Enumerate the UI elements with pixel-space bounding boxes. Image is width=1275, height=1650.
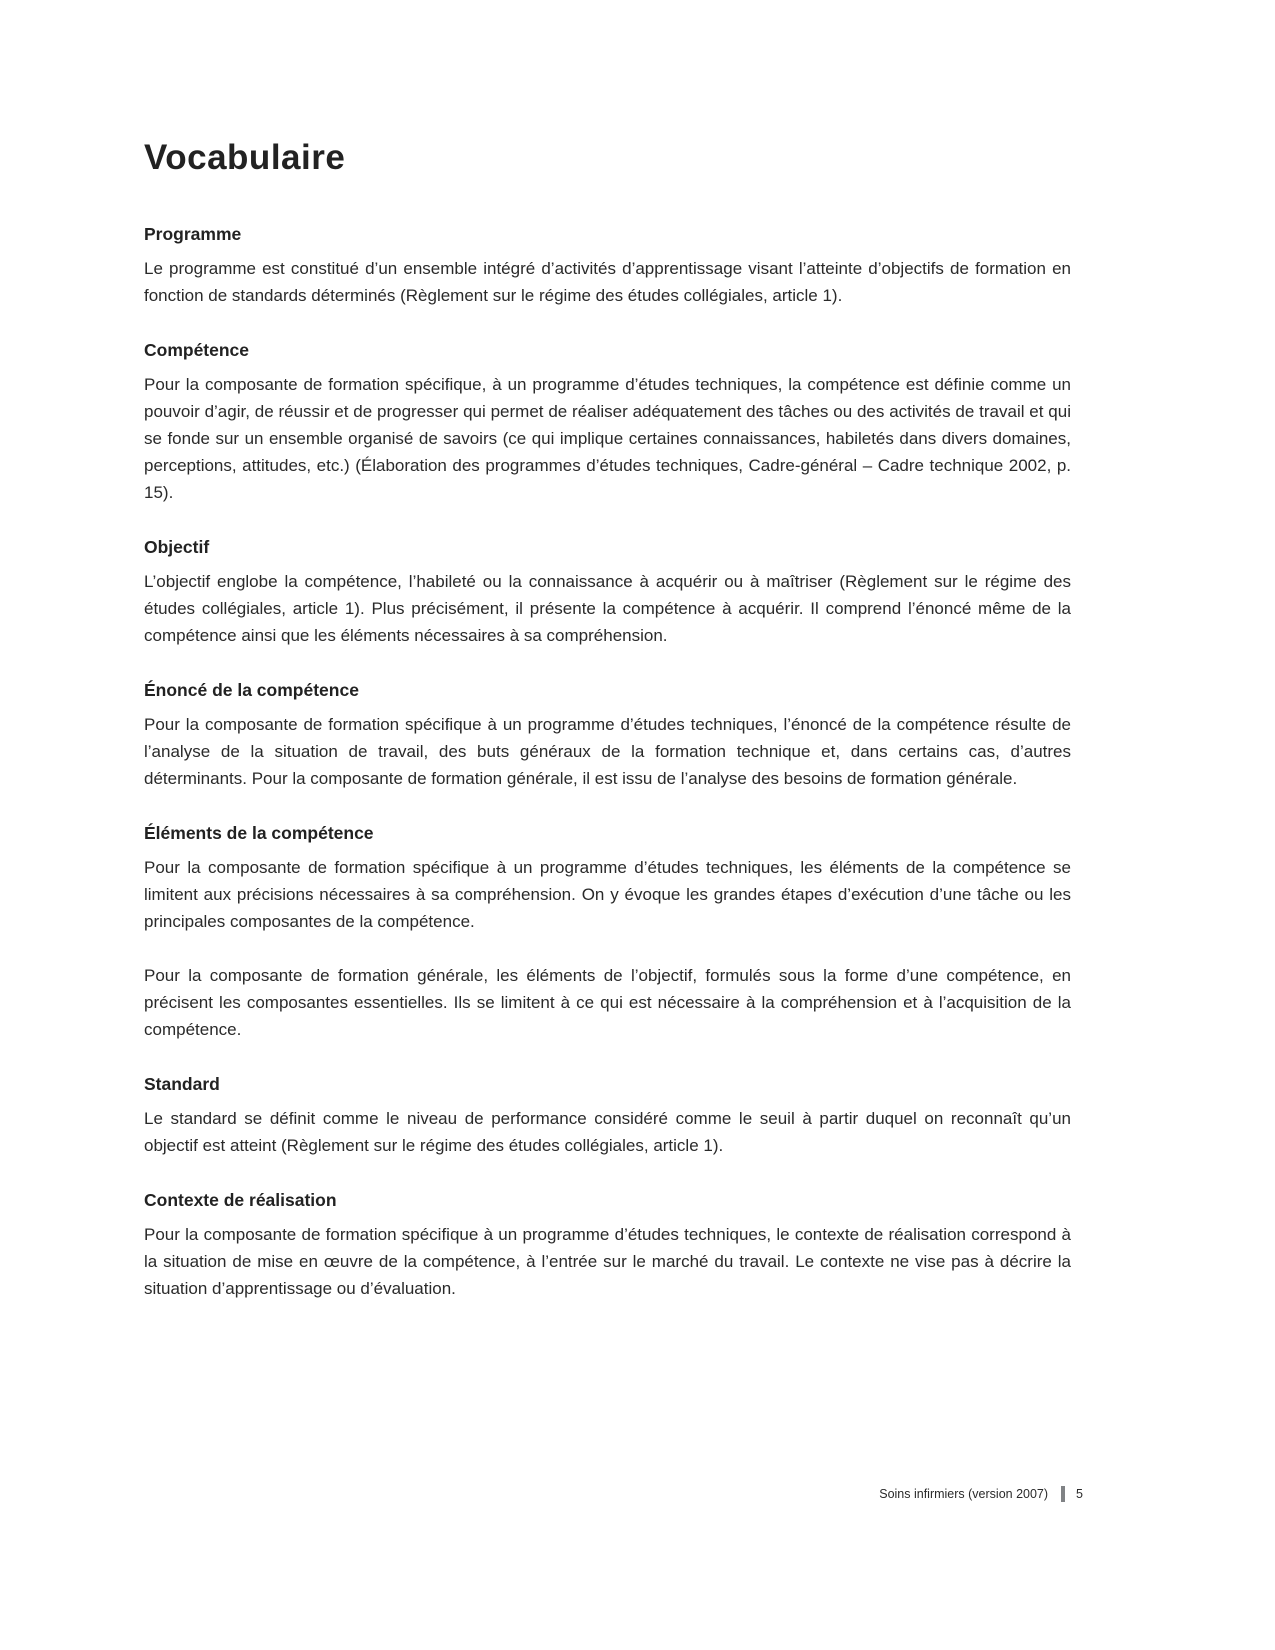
section-paragraph: Pour la composante de formation spécifique à un programme d’études techniques, le contexte de réalisation correspond à la situation de mise en œuvre de la compétence, à l’entrée sur le marché du travail. Le contexte ne vise pas à décrire la situation d’apprentissage ou d’évaluation. [144,1225,1071,1298]
section-paragraph: Le standard se définit comme le niveau de performance considéré comme le seuil à partir duquel on reconnaît qu’un objectif est atteint (Règlement sur le régime des études collégiales, article 1). [144,1109,1071,1155]
section-elements-de-la-competence [144,823,1071,1043]
section-enonce-de-la-competence [144,680,1071,792]
section-programme [144,224,1071,309]
document-content [144,138,1071,1302]
footer-document-title: Soins infirmiers (version 2007) [879,1487,1049,1501]
section-contexte-de-realisation [144,1190,1071,1302]
section-paragraph: L’objectif englobe la compétence, l’habileté ou la connaissance à acquérir ou à maîtriser (Règlement sur le régime des études collégiales, article 1). Plus précisément, il présente la compétence à acquérir. Il comprend l’énoncé même de la compétence ainsi que les éléments nécessaires à sa compréhension. [144,572,1071,645]
page-title: Vocabulaire [144,138,346,177]
footer-divider-bar [1061,1486,1065,1502]
section-competence [144,340,1071,506]
section-heading-standard: Standard [144,1074,220,1094]
page-footer [0,1486,1083,1502]
section-paragraph: Pour la composante de formation spécifique à un programme d’études techniques, l’énoncé de la compétence résulte de l’analyse de la situation de travail, des buts généraux de la formation technique et, dans certains cas, d’autres déterminants. Pour la composante de formation générale, il est issu de l’analyse des besoins de formation générale. [144,715,1071,788]
section-heading-programme: Programme [144,224,242,244]
section-heading-objectif: Objectif [144,537,210,557]
section-heading-competence: Compétence [144,340,250,360]
section-paragraph: Pour la composante de formation spécifique, à un programme d’études techniques, la compétence est définie comme un pouvoir d’agir, de réussir et de progresser qui permet de réaliser adéquatement des tâches ou des activités de travail et qui se fonde sur un ensemble organisé de savoirs (ce qui implique certaines connaissances, habiletés dans divers domaines, perceptions, attitudes, etc.) (Élaboration des programmes d’études techniques, Cadre-général – Cadre technique 2002, p. 15). [144,375,1071,502]
section-heading-elements: Éléments de la compétence [144,823,374,843]
section-paragraph: Pour la composante de formation spécifique à un programme d’études techniques, les éléments de la compétence se limitent aux précisions nécessaires à sa compréhension. On y évoque les grandes étapes d’exécution d’une tâche ou les principales composantes de la compétence. [144,858,1071,931]
section-paragraph: Pour la composante de formation générale, les éléments de l’objectif, formulés sous la forme d’une compétence, en précisent les composantes essentielles. Ils se limitent à ce qui est nécessaire à la compréhension et à l’acquisition de la compétence. [144,966,1071,1039]
section-standard [144,1074,1071,1159]
section-objectif [144,537,1071,649]
section-heading-contexte: Contexte de réalisation [144,1190,337,1210]
section-heading-enonce: Énoncé de la compétence [144,680,359,700]
section-paragraph: Le programme est constitué d’un ensemble intégré d’activités d’apprentissage visant l’atteinte d’objectifs de formation en fonction de standards déterminés (Règlement sur le régime des études collégiales, article 1). [144,259,1071,305]
footer-page-number: 5 [1076,1487,1083,1501]
